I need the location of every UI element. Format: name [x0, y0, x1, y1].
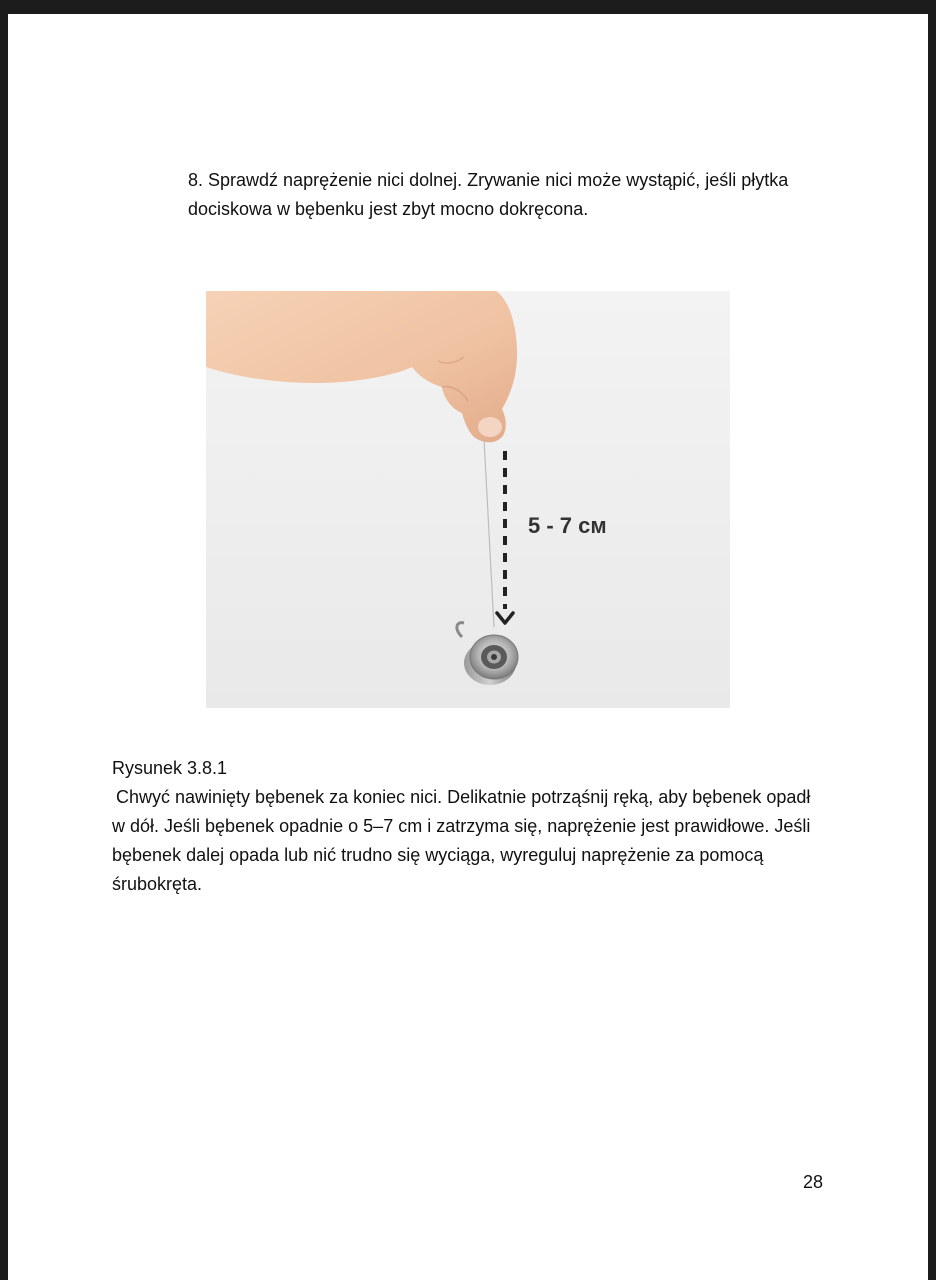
caption-body: Chwyć nawinięty bębenek za koniec nici. Delikatnie potrząśnij ręką, aby bębenek opadł w dół. Jeśli bębenek opadnie o 5–7 cm i zatrzyma się, naprężenie jest prawidłowe. Jeśli bębenek dalej opada lub nić trudno się wyciąga, wyreguluj naprężenie za pomocą śrubokręta. — [112, 787, 811, 894]
caption-title: Rysunek 3.8.1 — [112, 758, 228, 778]
measurement-label: 5 - 7 см — [528, 513, 607, 538]
dashed-arrow-icon — [497, 451, 513, 623]
thread-line — [484, 439, 494, 627]
bobbin-case-icon — [457, 623, 518, 685]
page-number: 28 — [803, 1172, 824, 1192]
figure-bobbin-tension — [206, 291, 730, 708]
step-8-text: 8. Sprawdź naprężenie nici dolnej. Zrywanie nici może wystąpić, jeśli płytka dociskowa w bębenku jest zbyt mocno dokręcona. — [188, 170, 789, 219]
document-page — [8, 14, 928, 1280]
hand-icon — [206, 291, 517, 442]
figure-caption — [112, 754, 812, 899]
bobbin-tension-illustration — [206, 291, 730, 708]
